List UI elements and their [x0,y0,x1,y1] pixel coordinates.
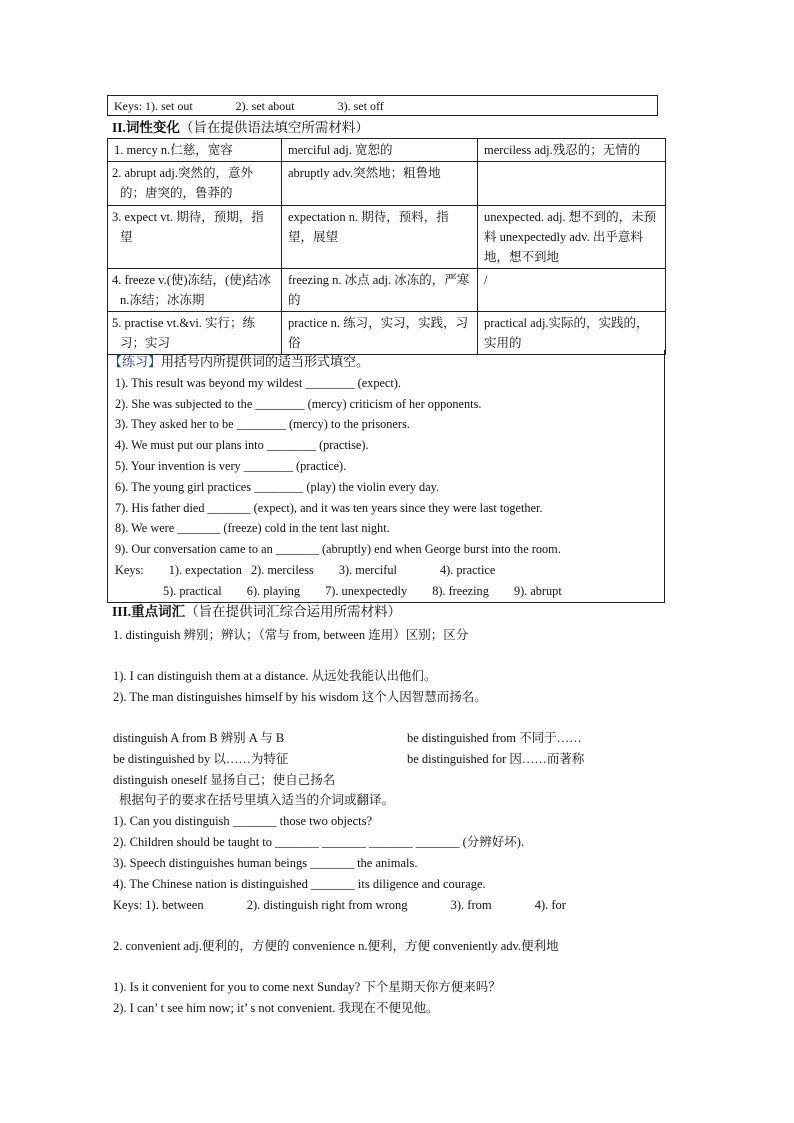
table-cell: freezing n. 冰点 adj. 冰冻的，严寒的 [282,269,478,312]
key-item: Keys: 1). between [113,898,204,912]
table-cell: 4. freeze v.(使)冻结，(使)结冰 n.冻结；冰冻期 [108,269,282,312]
section-title-3 [112,603,401,621]
table-cell: 2. abrupt adj.突然的，意外的；唐突的，鲁莽的 [108,162,282,206]
exercise-keys-line-2 [163,582,562,600]
exercise-heading [109,353,369,371]
section-title-bold: II.词性变化 [112,120,180,135]
table-cell: 5. practise vt.&vi. 实行；练习；实习 [108,312,282,355]
table-row [108,162,666,206]
key-item: 1). expectation [168,563,242,577]
example-sentence: 1). Is it convenient for you to come next Sunday? 下个星期天你方便来吗？ [113,980,501,994]
table-cell: practical adj.实际的，实践的，实用的 [478,312,666,355]
exercise-item: 1). This result was beyond my wildest ________ (expect). [115,376,401,390]
section-title-note: （旨在提供语法填空所需材料） [179,120,369,135]
table-row [108,139,666,162]
table-cell [478,162,666,206]
exercise-item: 5). Your invention is very ________ (practice). [115,459,347,473]
section-title-bold: III.重点词汇 [112,604,186,619]
key-item: 3). from [450,898,492,912]
exercise-item: 4). The Chinese nation is distinguished _______ its diligence and courage. [113,877,486,891]
key-item: 2). merciless [250,563,314,577]
example-sentence: 2). I can’ t see him now; it’ s not convenient. 我现在不便见他。 [113,1001,439,1015]
phrase: be distinguished by 以……为特征 [113,752,289,766]
key-item: 9). abrupt [513,584,562,598]
exercise-item: 3). They asked her to be ________ (mercy) to the prisoners. [115,417,410,431]
key-item: 6). playing [246,584,301,598]
instruction: 根据句子的要求在括号里填入适当的介词或翻译。 [119,793,395,807]
exercise-item: 2). She was subjected to the ________ (mercy) criticism of her opponents. [115,397,482,411]
table-cell: merciful adj. 宽恕的 [282,139,478,162]
table-cell: 1. mercy n.仁慈，宽容 [108,139,282,162]
key-item: 4). for [534,898,566,912]
table-cell: expectation n. 期待，预料，指望，展望 [282,206,478,269]
key-item: 4). practice [439,563,496,577]
table-cell: / [478,269,666,312]
exercise-item: 3). Speech distinguishes human beings _______ the animals. [113,856,418,870]
exercise-instruction: 用括号内所提供词的适当形式填空。 [161,354,370,369]
key-item: 3). set off [337,99,384,113]
table-cell: practice n. 练习，实习，实践，习俗 [282,312,478,355]
word-heading-distinguish: 1. distinguish 辨别；辨认；（常与 from, between 连用）区别；区分 [113,628,469,642]
table-cell: unexpected. adj. 想不到的，未预料 unexpectedly adv. 出乎意料地，想不到地 [478,206,666,269]
distinguish-keys [113,896,566,914]
table-row [108,269,666,312]
key-item: 7). unexpectedly [325,584,408,598]
exercise-item: 4). We must put our plans into ________ (practise). [115,438,369,452]
word-forms-table [107,138,666,355]
key-item: 3). merciful [338,563,397,577]
phrase: be distinguished for 因……而著称 [407,752,585,766]
exercise-item: 2). Children should be taught to _______ _______ _______ _______ (分辨好坏). [113,835,525,849]
phrase: distinguish oneself 显扬自己；使自己扬名 [113,773,336,787]
exercise-keys-line-1 [115,561,495,579]
key-item: Keys: 1). set out [114,99,193,113]
example-sentence: 1). I can distinguish them at a distance. 从远处我能认出他们。 [113,669,437,683]
table-row [108,206,666,269]
exercise-item: 1). Can you distinguish _______ those two objects? [113,814,373,828]
word-heading-convenient: 2. convenient adj.便利的，方便的 convenience n.便利，方便 conveniently adv.便利地 [113,939,559,953]
key-item: 2). set about [235,99,295,113]
example-sentence: 2). The man distinguishes himself by his wisdom 这个人因智慧而扬名。 [113,690,487,704]
key-item: 2). distinguish right from wrong [246,898,408,912]
table-cell: 3. expect vt. 期待，预期，指望 [108,206,282,269]
key-item: 5). practical [163,584,222,598]
table-cell: merciless adj.残忍的；无情的 [478,139,666,162]
phrase: distinguish A from B 辨别 A 与 B [113,731,285,745]
table-row [108,312,666,355]
key-item: 8). freezing [432,584,489,598]
section-title-2 [112,119,369,137]
exercise-bracket: 【练习】 [109,354,162,369]
exercise-item: 7). His father died _______ (expect), and it was ten years since they were last together. [115,501,543,515]
phrase: be distinguished from 不同于…… [407,731,582,745]
keys-label: Keys: [115,563,144,577]
exercise-item: 8). We were _______ (freeze) cold in the tent last night. [115,521,390,535]
exercise-item: 9). Our conversation came to an _______ (abruptly) end when George burst into the room. [115,542,561,556]
keys-box-top [107,95,658,116]
section-title-note: （旨在提供词汇综合运用所需材料） [185,604,402,619]
table-cell: abruptly adv.突然地；粗鲁地 [282,162,478,206]
exercise-item: 6). The young girl practices ________ (play) the violin every day. [115,480,440,494]
